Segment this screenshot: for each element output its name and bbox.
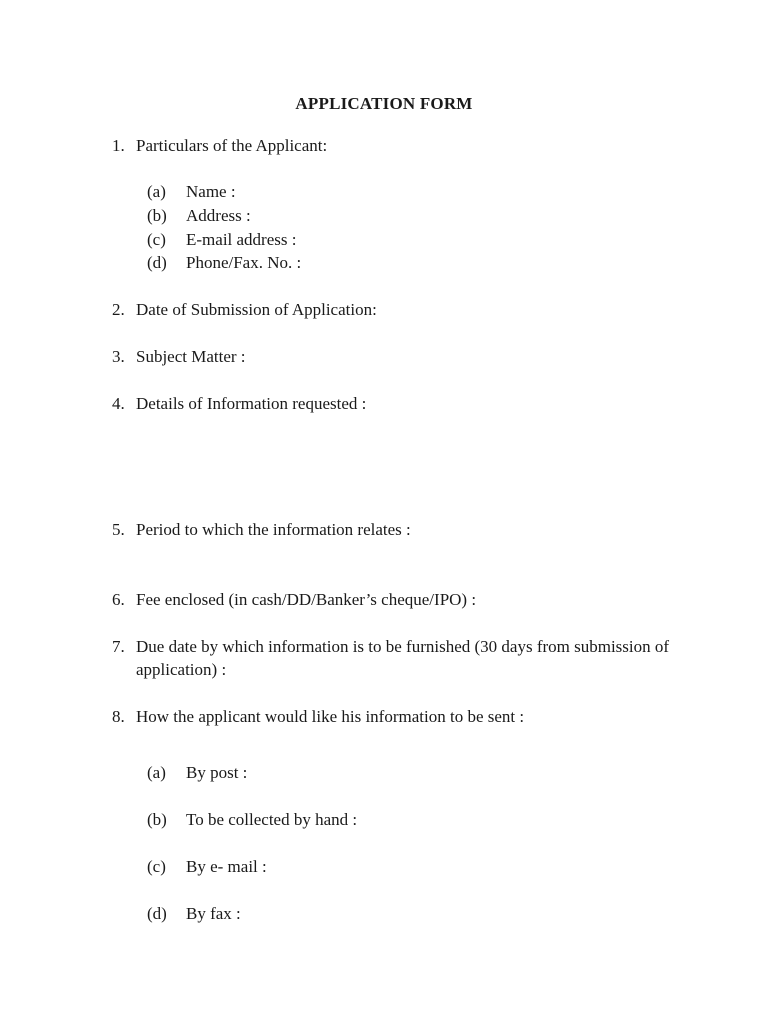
subitem-email [147,228,667,251]
item-number: 5. [112,520,125,539]
subitem-phone-fax [147,251,667,274]
subitem-text: By fax : [186,904,241,923]
subitem-text: By e- mail : [186,857,267,876]
subitem-letter: (c) [147,230,166,249]
item-text: Date of Submission of Application: [136,300,377,319]
subitem-address [147,204,667,227]
subitem-collected-by-hand [147,808,667,831]
item-text: Fee enclosed (in cash/DD/Banker’s cheque/IPO) : [136,590,477,609]
subitem-by-fax [147,902,667,925]
subitem-text: Name : [186,182,236,201]
subitem-text: By post : [186,763,248,782]
item-number: 6. [112,590,125,609]
item-number: 8. [112,707,125,726]
item-text: How the applicant would like his information to be sent : [136,707,525,726]
item-number: 7. [112,637,125,656]
subitem-text: To be collected by hand : [186,810,358,829]
subitem-by-email [147,855,667,878]
subitem-text: Phone/Fax. No. : [186,253,302,272]
item-number: 3. [112,347,125,366]
item-text: Particulars of the Applicant: [136,136,328,155]
subitem-letter: (d) [147,904,167,923]
item-submission-date [112,298,692,321]
subitem-letter: (c) [147,857,166,876]
subitem-text: Address : [186,206,251,225]
item-information-details [112,392,692,415]
subitem-letter: (b) [147,810,167,829]
item-text: Details of Information requested : [136,394,367,413]
item-number: 1. [112,136,125,155]
item-text: Period to which the information relates : [136,520,411,539]
item-number: 4. [112,394,125,413]
item-text: Subject Matter : [136,347,246,366]
subitem-text: E-mail address : [186,230,297,249]
subitem-letter: (d) [147,253,167,272]
form-title: APPLICATION FORM [295,94,473,113]
item-applicant-particulars [112,134,692,157]
item-number: 2. [112,300,125,319]
item-text: Due date by which information is to be furnished (30 days from submission of application) : [136,637,670,679]
subitem-name [147,180,667,203]
item-period [112,518,692,541]
item-due-date [112,635,692,681]
item-subject-matter [112,345,692,368]
item-fee-enclosed [112,588,692,611]
subitem-letter: (a) [147,182,166,201]
subitem-letter: (a) [147,763,166,782]
subitem-by-post [147,761,667,784]
subitem-letter: (b) [147,206,167,225]
item-delivery-preference [112,705,692,728]
